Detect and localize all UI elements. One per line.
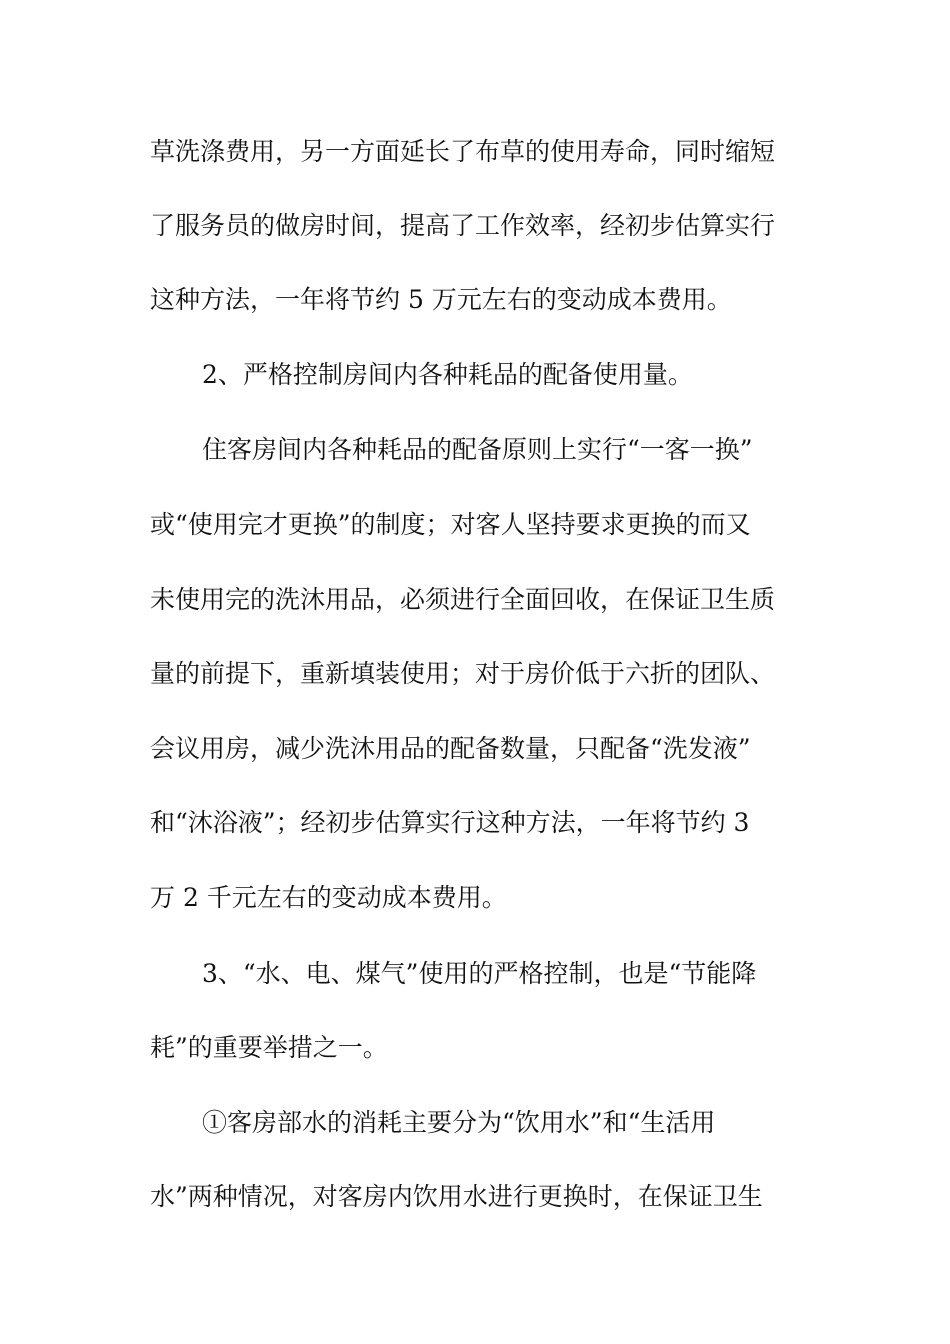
text-line: 住客房间内各种耗品的配备原则上实行“一客一换” — [202, 435, 753, 464]
text-line: 了服务员的做房时间，提高了工作效率，经初步估算实行 — [150, 211, 776, 240]
text-line: 未使用完的洗沐用品，必须进行全面回收，在保证卫生质 — [150, 585, 776, 614]
text-line: 这种方法，一年将节约 5 万元左右的变动成本费用。 — [150, 285, 732, 314]
text-line: 水”两种情况，对客房内饮用水进行更换时，在保证卫生 — [150, 1182, 763, 1211]
text-line: 会议用房，减少洗沐用品的配备数量，只配备“洗发液” — [150, 734, 751, 763]
text-line: 万 2 千元左右的变动成本费用。 — [150, 883, 507, 912]
text-line: 或“使用完才更换”的制度；对客人坚持要求更换的而又 — [150, 510, 751, 539]
text-line: 草洗涤费用，另一方面延长了布草的使用寿命，同时缩短 — [150, 137, 776, 166]
text-line: 量的前提下，重新填装使用；对于房价低于六折的团队、 — [150, 659, 776, 688]
text-line: 耗”的重要举措之一。 — [150, 1033, 388, 1062]
text-line: 和“沐浴液”；经初步估算实行这种方法，一年将节约 3 — [150, 808, 750, 837]
text-line: ①客房部水的消耗主要分为“饮用水”和“生活用 — [202, 1108, 716, 1137]
text-line: 3、“水、电、煤气”使用的严格控制，也是“节能降 — [202, 959, 757, 988]
text-line: 2、严格控制房间内各种耗品的配备使用量。 — [202, 360, 693, 389]
